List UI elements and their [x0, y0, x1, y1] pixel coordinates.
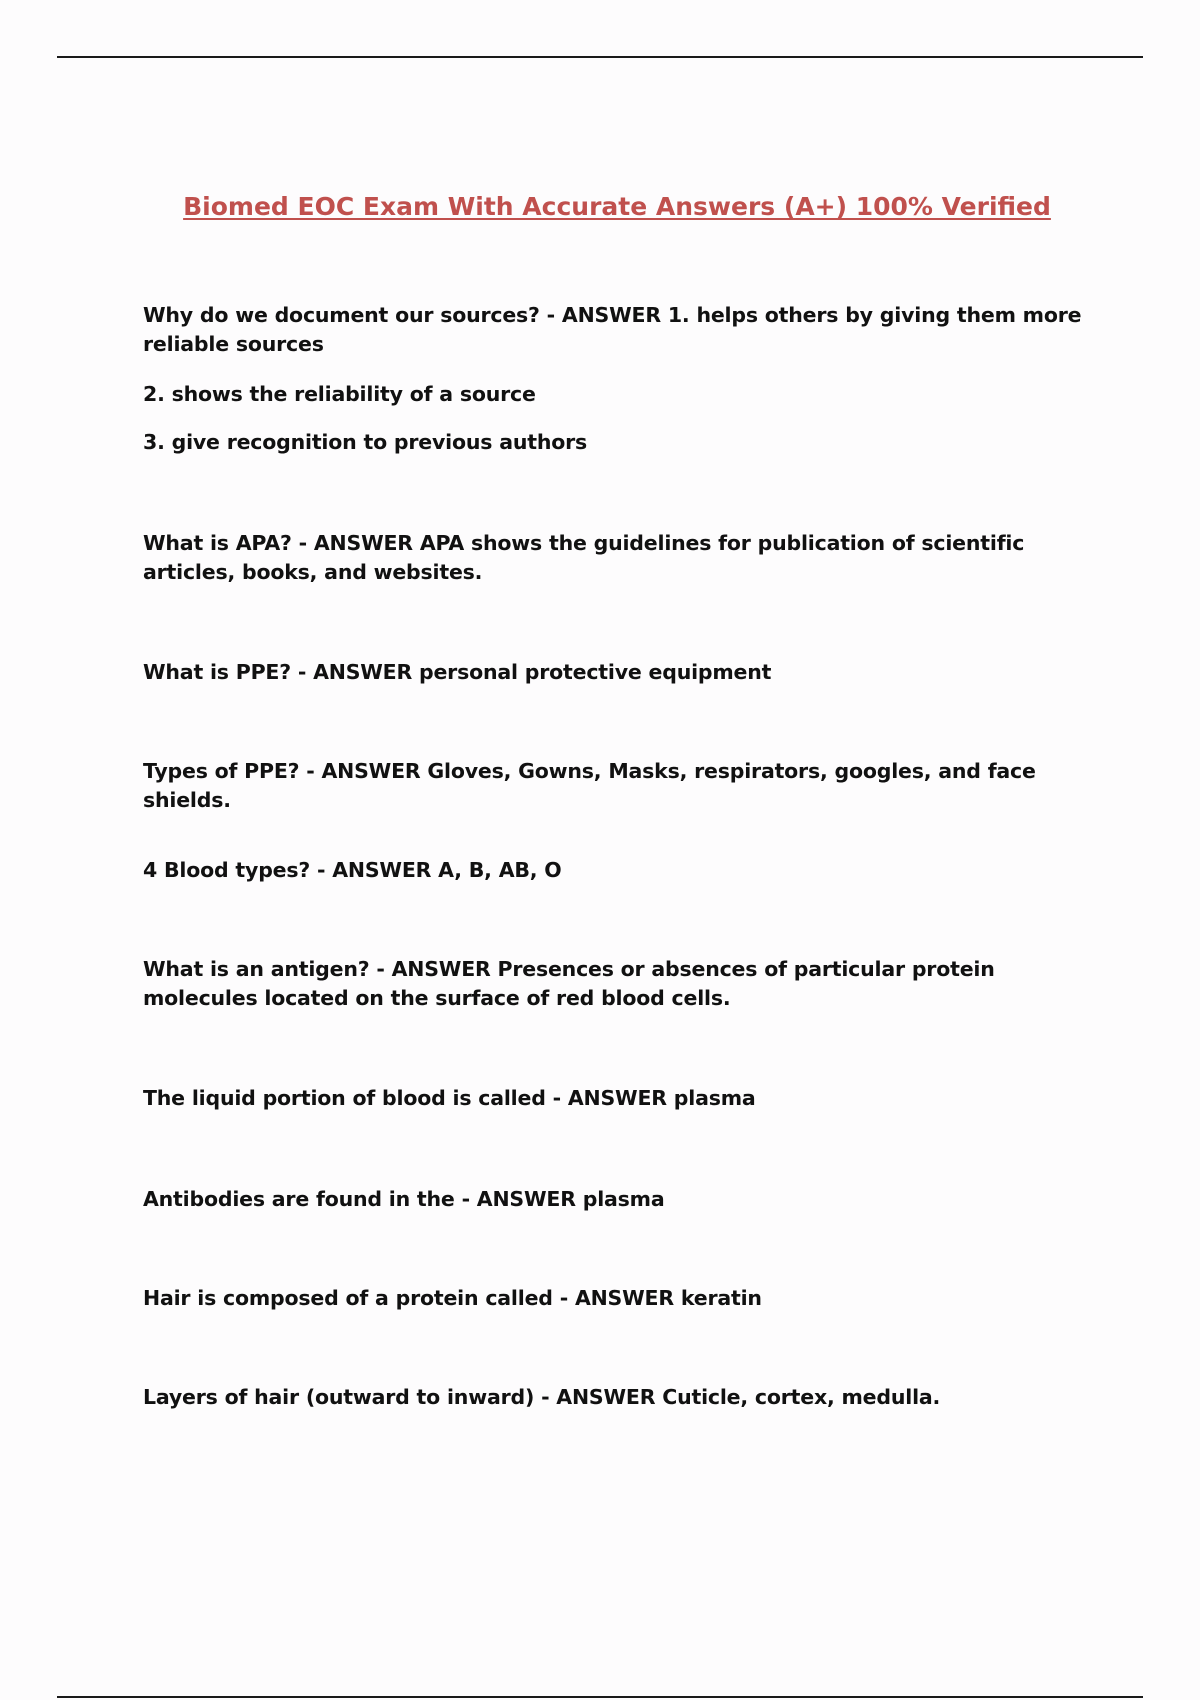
qa-item-antibodies: Antibodies are found in the - ANSWER plasma	[143, 1187, 665, 1211]
top-rule	[57, 56, 1143, 58]
qa-item-apa: What is APA? - ANSWER APA shows the guidelines for publication of scientific articles, books, and websites.	[143, 531, 1025, 584]
qa-item-ppe: What is PPE? - ANSWER personal protective equipment	[143, 660, 772, 684]
qa-item-recognition: 3. give recognition to previous authors	[143, 430, 588, 454]
qa-item-liquid-blood: The liquid portion of blood is called - ANSWER plasma	[143, 1086, 756, 1110]
qa-item-hair-layers: Layers of hair (outward to inward) - ANSWER Cuticle, cortex, medulla.	[143, 1385, 941, 1409]
qa-item-blood-types: 4 Blood types? - ANSWER A, B, AB, O	[143, 858, 562, 882]
qa-item-source-reliability: 2. shows the reliability of a source	[143, 382, 536, 406]
bottom-rule	[57, 1696, 1143, 1698]
qa-item-antigen: What is an antigen? - ANSWER Presences or absences of particular protein molecules located on the surface of red blood cells.	[143, 957, 995, 1010]
qa-item-hair-protein: Hair is composed of a protein called - ANSWER keratin	[143, 1286, 762, 1310]
qa-item-ppe-types: Types of PPE? - ANSWER Gloves, Gowns, Masks, respirators, googles, and face shields.	[143, 759, 1036, 812]
document-title: Biomed EOC Exam With Accurate Answers (A+) 100% Verified	[183, 192, 1051, 221]
qa-item-document-sources: Why do we document our sources? - ANSWER 1. helps others by giving them more reliable sources	[143, 303, 1082, 356]
